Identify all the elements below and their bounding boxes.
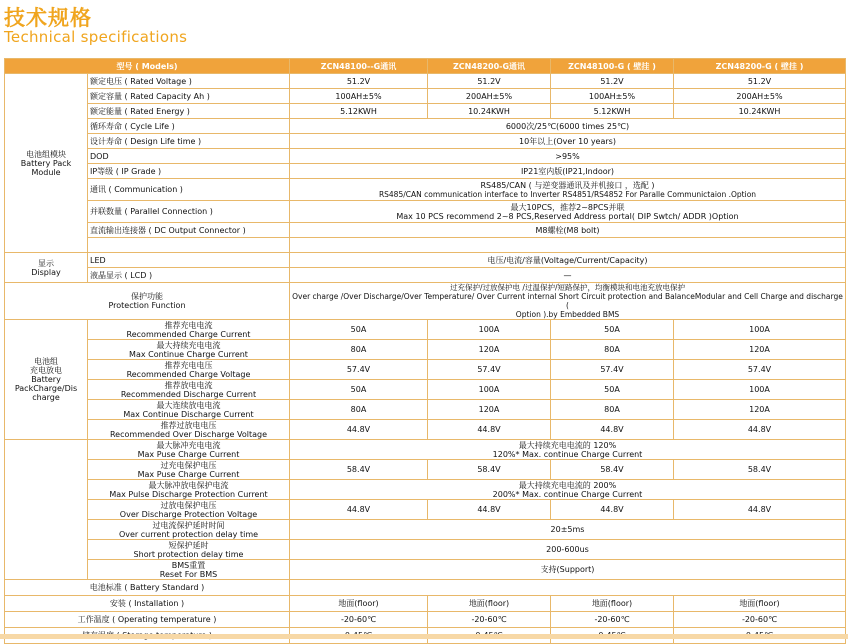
cell: 最大持续充电电流的 200% 200%* Max. continue Charge Current xyxy=(290,480,846,500)
table-row xyxy=(5,268,846,283)
cell: -20-60℃ xyxy=(551,612,674,628)
protection-label: 保护功能 Protection Function xyxy=(5,283,290,320)
cell: 100AH±5% xyxy=(551,89,674,104)
table-row xyxy=(5,500,846,520)
table-row xyxy=(5,149,846,164)
table-row xyxy=(5,612,846,628)
row-label: 通讯 ( Communication ) xyxy=(88,179,290,201)
table-row xyxy=(5,179,846,201)
table-row xyxy=(5,104,846,119)
cell: IP21室内版(IP21,Indoor) xyxy=(290,164,846,179)
row-label: 最大持续充电电流 Max Continue Charge Current xyxy=(88,340,290,360)
row-label: BMS重置 Reset For BMS xyxy=(88,560,290,580)
cell: 58.4V xyxy=(428,460,551,480)
cell: 51.2V xyxy=(674,74,846,89)
row-label: 循环寿命 ( Cycle Life ) xyxy=(88,119,290,134)
models-header: 型号 ( Models) xyxy=(5,59,290,74)
cell: 120A xyxy=(674,400,846,420)
model-4-header: ZCN48200-G ( 壁挂 ) xyxy=(674,59,846,74)
table-row xyxy=(5,480,846,500)
row-label: 推荐放电电流 Recommended Discharge Current xyxy=(88,380,290,400)
row-label: 额定电压 ( Rated Voltage ) xyxy=(88,74,290,89)
table-header-row xyxy=(5,59,846,74)
table-row xyxy=(5,460,846,480)
cell: >95% xyxy=(290,149,846,164)
cell: 120A xyxy=(674,340,846,360)
table-row xyxy=(5,201,846,223)
spacer-cell xyxy=(88,238,290,253)
row-label: 安装 ( Installation ) xyxy=(5,596,290,612)
cell: 57.4V xyxy=(551,360,674,380)
cell: 支持(Support) xyxy=(290,560,846,580)
cell: 电压/电流/容量(Voltage/Current/Capacity) xyxy=(290,253,846,268)
row-label: 液晶显示 ( LCD ) xyxy=(88,268,290,283)
footer-bar xyxy=(0,634,848,639)
cell: 57.4V xyxy=(674,360,846,380)
table-row xyxy=(5,520,846,540)
cell: 最大持续充电电流的 120% 120%* Max. continue Charge Current xyxy=(290,440,846,460)
table-row xyxy=(5,238,846,253)
cell: 100A xyxy=(674,320,846,340)
cell: 58.4V xyxy=(674,460,846,480)
model-1-header: ZCN48100--G通讯 xyxy=(290,59,428,74)
cell: 80A xyxy=(551,400,674,420)
row-label: 并联数量 ( Parallel Connection ) xyxy=(88,201,290,223)
cell: 44.8V xyxy=(551,500,674,520)
cell: 100A xyxy=(674,380,846,400)
cell: 50A xyxy=(551,380,674,400)
page-title-en: Technical specifications xyxy=(4,28,188,46)
cell: — xyxy=(290,268,846,283)
cell: 100A xyxy=(428,320,551,340)
cell: 5.12KWH xyxy=(551,104,674,119)
group-empty xyxy=(5,440,88,580)
cell: 50A xyxy=(290,320,428,340)
cell: -20-60℃ xyxy=(290,612,428,628)
cell: 80A xyxy=(290,400,428,420)
cell: 6000次/25℃(6000 times 25℃) xyxy=(290,119,846,134)
cell: 80A xyxy=(290,340,428,360)
cell: 57.4V xyxy=(290,360,428,380)
table-row xyxy=(5,134,846,149)
cell: 20±5ms xyxy=(290,520,846,540)
cell: 44.8V xyxy=(428,500,551,520)
table-row xyxy=(5,119,846,134)
row-label: 最大连续放电电流 Max Continue Discharge Current xyxy=(88,400,290,420)
page-title-zh: 技术规格 xyxy=(4,6,92,30)
cell: 51.2V xyxy=(428,74,551,89)
cell: 51.2V xyxy=(290,74,428,89)
cell: -20-60℃ xyxy=(428,612,551,628)
table-row xyxy=(5,164,846,179)
group-battery-pack-module: 电池组模块 Battery Pack Module xyxy=(5,74,88,253)
cell: M8螺栓(M8 bolt) xyxy=(290,223,846,238)
cell: 80A xyxy=(551,340,674,360)
group-display: 显示 Display xyxy=(5,253,88,283)
table-row xyxy=(5,340,846,360)
cell: 44.8V xyxy=(290,500,428,520)
cell: 44.8V xyxy=(551,420,674,440)
cell: 100A xyxy=(428,380,551,400)
cell: 120A xyxy=(428,340,551,360)
row-label: 最大脉冲放电保护电流 Max Pulse Discharge Protection Current xyxy=(88,480,290,500)
row-label: 最大脉冲充电电流 Max Puse Charge Current xyxy=(88,440,290,460)
row-label: 设计寿命 ( Design Life time ) xyxy=(88,134,290,149)
cell: 200AH±5% xyxy=(428,89,551,104)
cell: 44.8V xyxy=(674,500,846,520)
table-row xyxy=(5,560,846,580)
row-label: 过放电保护电压 Over Discharge Protection Voltage xyxy=(88,500,290,520)
cell: -20-60℃ xyxy=(674,612,846,628)
table-row xyxy=(5,89,846,104)
row-label: 直流输出连接器 ( DC Output Connector ) xyxy=(88,223,290,238)
row-label: LED xyxy=(88,253,290,268)
model-2-header: ZCN48200-G通讯 xyxy=(428,59,551,74)
cell: 50A xyxy=(551,320,674,340)
cell: 过充保护/过放保护电 /过温保护/短路保护，均衡模块和电池充放电保护 Over charge /Over Discharge/Over Temperature/ Over Current internal Short Circuit protection and BalanceModular and Cell Charge and discharge ( Option ).by Embedded BMS xyxy=(290,283,846,320)
cell: 51.2V xyxy=(551,74,674,89)
row-label: 短保护延时 Short protection delay time xyxy=(88,540,290,560)
cell: 最大10PCS，推荐2~8PCS并联 Max 10 PCS recommend 2~8 PCS,Reserved Address portal( DIP Swtch/ ADDR )Option xyxy=(290,201,846,223)
table-row xyxy=(5,74,846,89)
table-row xyxy=(5,380,846,400)
table-row xyxy=(5,320,846,340)
cell: 58.4V xyxy=(290,460,428,480)
row-label: 过电流保护延时时间 Over current protection delay time xyxy=(88,520,290,540)
table-row xyxy=(5,420,846,440)
model-3-header: ZCN48100-G ( 壁挂 ) xyxy=(551,59,674,74)
table-row xyxy=(5,540,846,560)
cell: 58.4V xyxy=(551,460,674,480)
cell: 200-600us xyxy=(290,540,846,560)
cell: 57.4V xyxy=(428,360,551,380)
table-row xyxy=(5,580,846,596)
row-label: 工作温度 ( Operating temperature ) xyxy=(5,612,290,628)
row-label: 电池标准 ( Battery Standard ) xyxy=(5,580,290,596)
row-label: 过充电保护电压 Max Puse Charge Current xyxy=(88,460,290,480)
table-row xyxy=(5,223,846,238)
cell: 10.24KWH xyxy=(428,104,551,119)
row-label: 推荐过放电电压 Recommended Over Discharge Voltage xyxy=(88,420,290,440)
row-label: 额定容量 ( Rated Capacity Ah ) xyxy=(88,89,290,104)
table-row xyxy=(5,283,846,320)
row-label: 额定能量 ( Rated Energy ) xyxy=(88,104,290,119)
cell: 5.12KWH xyxy=(290,104,428,119)
table-row xyxy=(5,360,846,380)
spacer-cell xyxy=(290,238,846,253)
cell: 200AH±5% xyxy=(674,89,846,104)
cell: 44.8V xyxy=(428,420,551,440)
group-charge-discharge: 电池组 充电放电 Battery PackCharge/Dis charge xyxy=(5,320,88,440)
cell: 44.8V xyxy=(290,420,428,440)
cell: 44.8V xyxy=(674,420,846,440)
cell: 10年以上(Over 10 years) xyxy=(290,134,846,149)
table-row xyxy=(5,253,846,268)
cell: 120A xyxy=(428,400,551,420)
spec-table xyxy=(4,58,846,644)
cell: 10.24KWH xyxy=(674,104,846,119)
row-label: 推荐充电电压 Recommended Charge Voltage xyxy=(88,360,290,380)
row-label: IP等级 ( IP Grade ) xyxy=(88,164,290,179)
row-label: DOD xyxy=(88,149,290,164)
cell: RS485/CAN ( 与逆变器通讯及并机接口 ，选配 ) RS485/CAN communication interface to Inverter RS4851/RS4852 For Paralle Communictaion .Option xyxy=(290,179,846,201)
cell: 地面(floor) xyxy=(674,596,846,612)
cell: 100AH±5% xyxy=(290,89,428,104)
row-label: 推荐充电电流 Recommended Charge Current xyxy=(88,320,290,340)
cell: 50A xyxy=(290,380,428,400)
table-row xyxy=(5,400,846,420)
table-row xyxy=(5,440,846,460)
cell xyxy=(290,580,846,596)
table-row xyxy=(5,596,846,612)
cell: 地面(floor) xyxy=(290,596,428,612)
cell: 地面(floor) xyxy=(551,596,674,612)
cell: 地面(floor) xyxy=(428,596,551,612)
